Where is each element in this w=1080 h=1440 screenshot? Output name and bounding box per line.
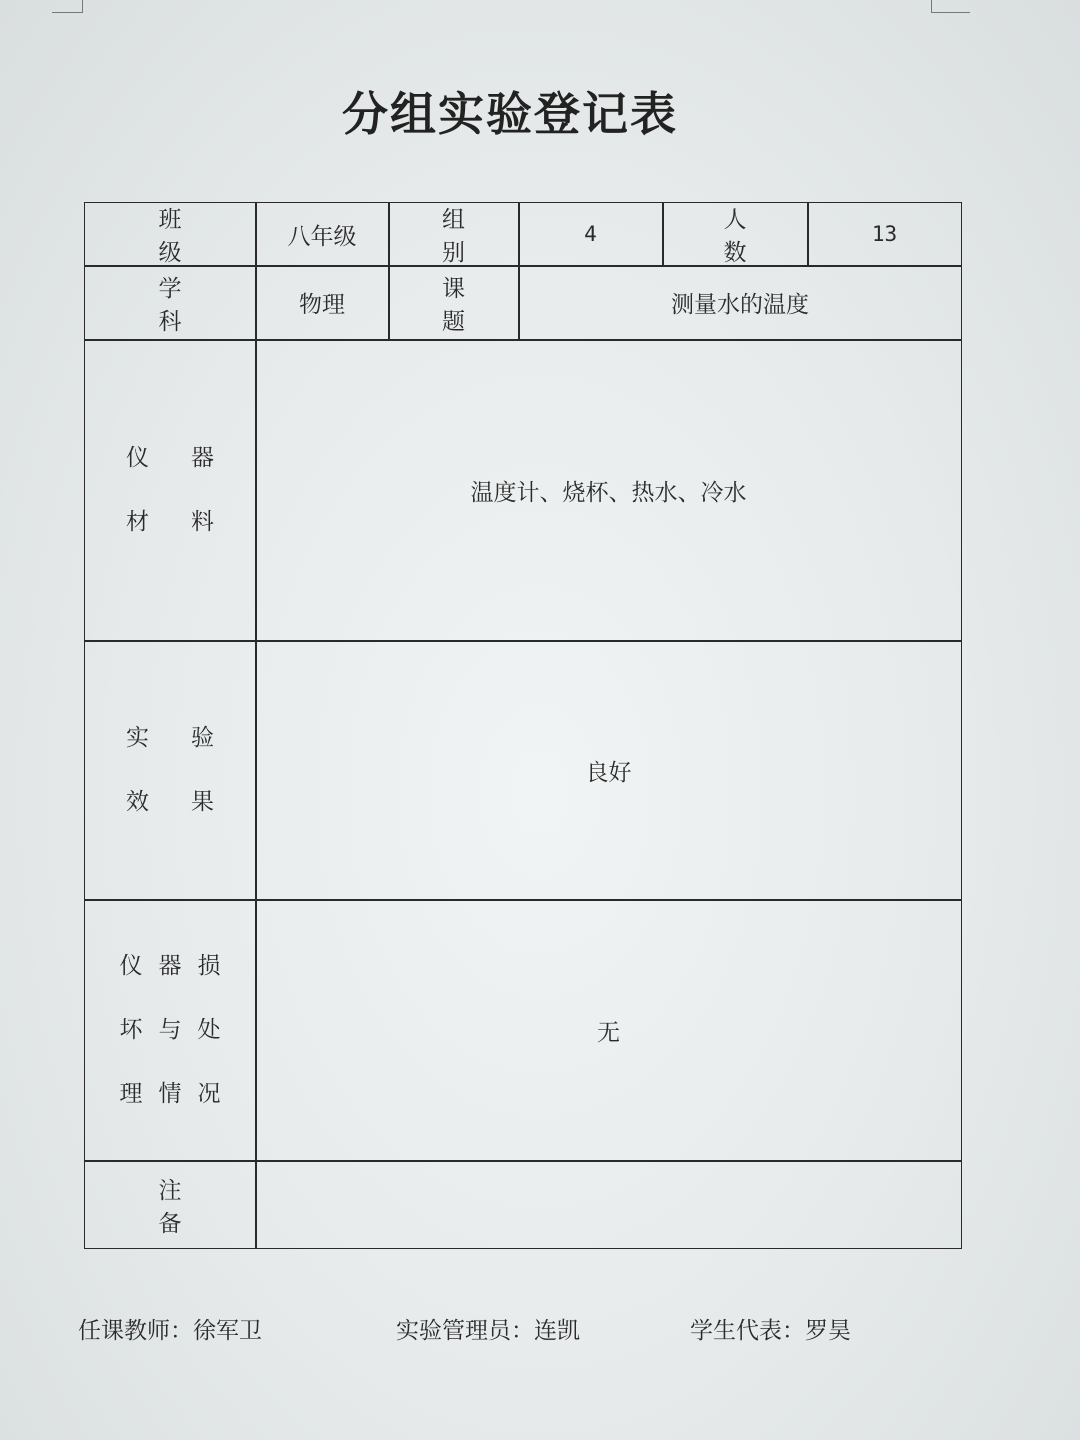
effect-label-cell: [85, 641, 255, 899]
count-value: 13: [871, 222, 898, 246]
subject-value: 物理: [299, 292, 345, 318]
topic-label-cell: [389, 266, 518, 339]
damage-label-line: 仪器损: [119, 953, 237, 979]
group-value-cell: [519, 203, 662, 265]
remarks-label-cell: [85, 1161, 255, 1248]
subject-label: 学科: [158, 275, 226, 335]
damage-label-line: 理情况: [119, 1081, 237, 1107]
student-representative-signature: 学生代表：罗昊: [690, 1318, 851, 1344]
materials-value: 温度计、烧杯、热水、冷水: [470, 479, 747, 506]
lab-manager-signature: 实验管理员：连凯: [396, 1318, 580, 1344]
damage-label-cell: [85, 900, 255, 1160]
damage-value: 无: [597, 1019, 620, 1046]
effect-label-line: 效果: [126, 789, 256, 815]
class-value: 八年级: [287, 223, 357, 250]
damage-label-line: 坏与处: [119, 1017, 237, 1043]
count-value-cell: [808, 203, 961, 265]
remarks-label: 注备: [158, 1177, 226, 1237]
page-title: 分组实验登记表: [342, 87, 678, 141]
effect-value: 良好: [585, 759, 632, 786]
subject-value-cell: [256, 266, 388, 339]
effect-label-line: 实验: [126, 725, 256, 751]
teacher-signature: 任课教师：徐军卫: [78, 1318, 262, 1344]
class-value-cell: [256, 203, 388, 265]
class-label-cell: [85, 203, 255, 265]
page-corner-mark-top-left: [52, 0, 83, 13]
materials-value-cell: [256, 340, 961, 640]
topic-value: 测量水的温度: [671, 292, 809, 318]
damage-value-cell: [256, 900, 961, 1160]
count-label: 人数: [723, 207, 791, 266]
materials-label-cell: [85, 340, 255, 640]
effect-value-cell: [256, 641, 961, 899]
registration-table: [84, 202, 962, 1249]
subject-label-cell: [85, 266, 255, 339]
count-label-cell: [663, 203, 807, 265]
class-label: 班级: [158, 207, 226, 266]
group-label: 组别: [442, 207, 509, 266]
group-label-cell: [389, 203, 518, 265]
page-corner-mark-top-right: [931, 0, 970, 13]
topic-label: 课题: [442, 275, 509, 335]
materials-label-line: 仪器: [126, 445, 256, 471]
materials-label-line: 材料: [126, 509, 256, 535]
remarks-value-cell: [256, 1161, 961, 1248]
topic-value-cell: [519, 266, 961, 339]
group-value: 4: [584, 222, 597, 246]
